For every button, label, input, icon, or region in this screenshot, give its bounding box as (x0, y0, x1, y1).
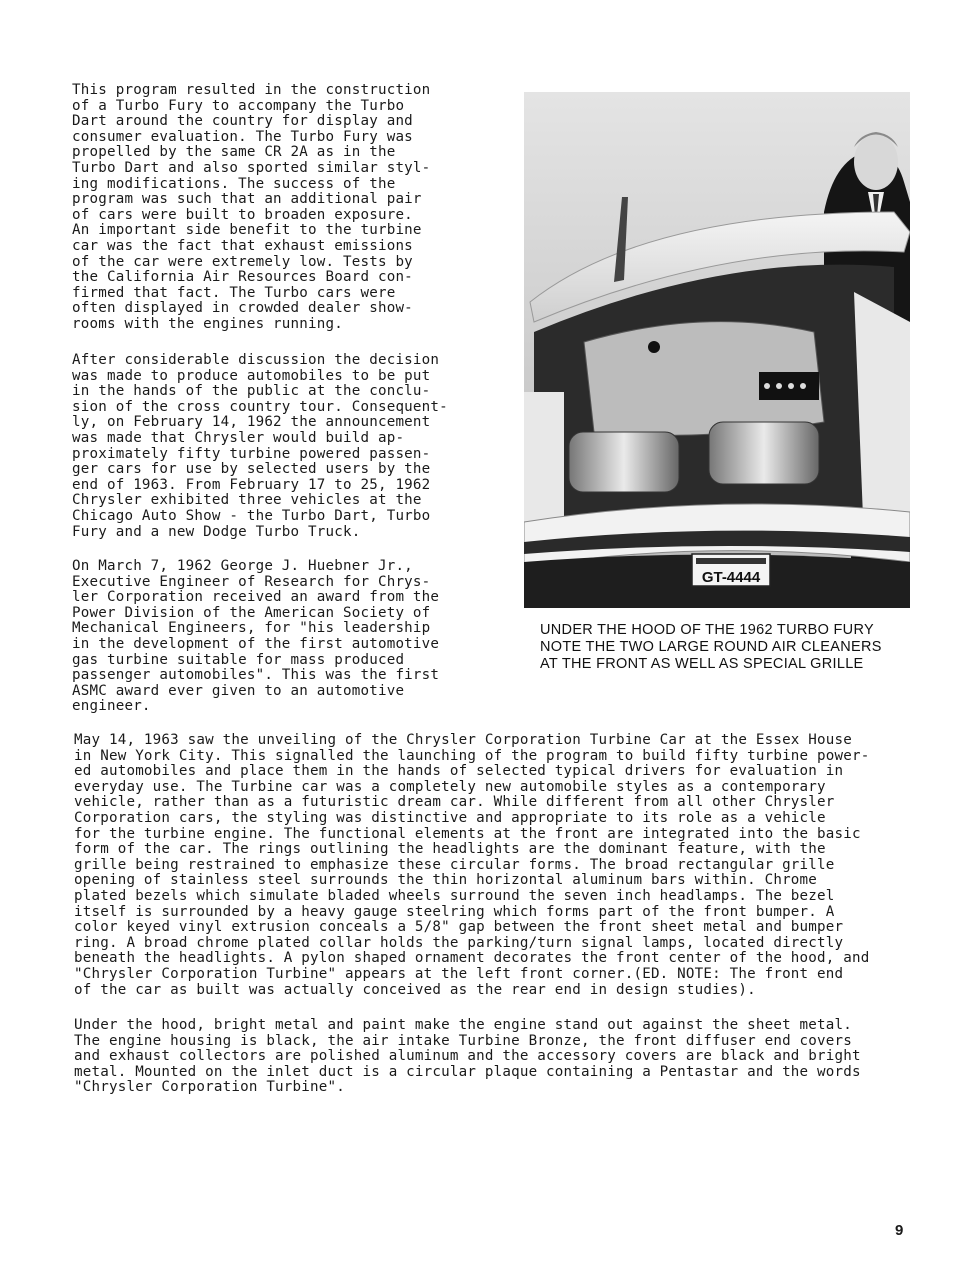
photo-caption: UNDER THE HOOD OF THE 1962 TURBO FURY NOTE THE TWO LARGE ROUND AIR CLEANERS AT THE FRONT AS WELL AS SPECIAL GRILLE (540, 622, 882, 672)
paragraph-unveiling: May 14, 1963 saw the unveiling of the Chrysler Corporation Turbine Car at the Essex House in New York City. This signalled the launching of the program to build fifty turbine power- ed automobiles and place them in the hands of selected typical drivers for evaluation in everyday use. The Turbine car was a completely new automobile styles as a contemporary vehicle, rather than as a futuristic dream car. While different from all other Chrysler Corporation cars, the styling was distinctive and appropriate to its role as a vehicle for the turbine engine. The functional elements at the front are integrated into the basic form of the car. The rings outlining the headlights are the dominant feature, with the grille being restrained to emphasize these circular forms. The broad rectangular grille opening of stainless steel surrounds the thin horizontal aluminum bars within. Chrome plated bezels which simulate bladed wheels surround the seven inch headlamps. The bezel itself is surrounded by a heavy gauge steelring which forms part of the front bumper. A color keyed vinyl extrusion conceals a 5/8" gap between the front sheet metal and bumper ring. A broad chrome plated collar holds the parking/turn signal lamps, located directly beneath the headlights. A pylon shaped ornament decorates the front center of the hood, and "Chrysler Corporation Turbine" appears at the left front corner.(ED. NOTE: The front end of the car as built was actually conceived as the rear end in design studies). (74, 732, 870, 998)
paragraph-turbo-fury: This program resulted in the construction of a Turbo Fury to accompany the Turbo Dart around the country for display and consumer evaluation. The Turbo Fury was propelled by the same CR 2A as in the Turbo Dart and also sported similar styl- ing modifications. The success of the program was such that an additional pair of cars were built to broaden exposure. An important side benefit to the turbine car was the fact that exhaust emissions of the car were extremely low. Tests by the California Air Resources Board con- firmed that fact. The Turbo cars were often displayed in crowded dealer show- rooms with the engines running. (72, 82, 431, 332)
turbo-fury-engine-photo (524, 92, 910, 608)
svg-text:GT-4444: GT-4444 (701, 569, 761, 586)
paragraph-asme-award: On March 7, 1962 George J. Huebner Jr., Executive Engineer of Research for Chrys- ler Corporation received an award from the Power Division of the American Society of Mechanical Engineers, for "his leadership in the development of the first automotive gas turbine suitable for mass produced passenger automobiles". This was the first ASMC award ever given to an automotive engineer. (72, 558, 440, 715)
license-plate (692, 554, 770, 586)
paragraph-under-hood: Under the hood, bright metal and paint make the engine stand out against the sheet metal. The engine housing is black, the air intake Turbine Bronze, the front diffuser end covers and exhaust collectors are polished aluminum and the accessory covers are black and bright metal. Mounted on the inlet duct is a circular plaque containing a Pentastar and the words "Chrysler Corporation Turbine". (74, 1017, 861, 1096)
page-number: 9 (895, 1222, 904, 1239)
paragraph-production-decision: After considerable discussion the decision was made to produce automobiles to be put in the hands of the public at the conclu- sion of the cross country tour. Consequent- ly, on February 14, 1962 the announcement was made that Chrysler would build ap- proximately fifty turbine powered passen- ger cars for use by selected users by the end of 1963. From February 17 to 25, 1962 Chrysler exhibited three vehicles at the Chicago Auto Show - the Turbo Dart, Turbo Fury and a new Dodge Turbo Truck. (72, 352, 448, 540)
